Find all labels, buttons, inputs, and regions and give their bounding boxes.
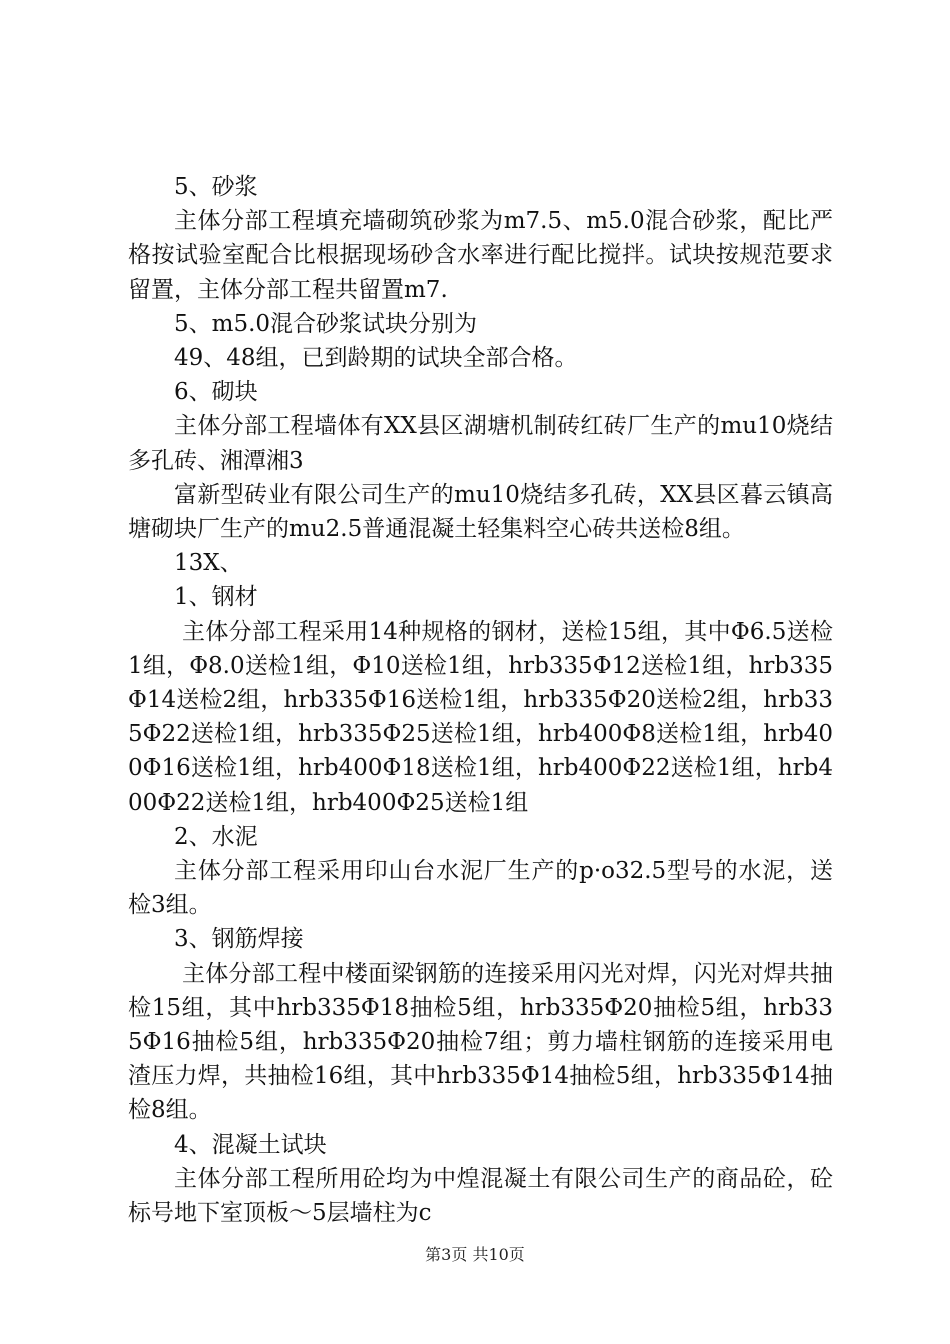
heading-steel: 1、钢材 (174, 584, 258, 611)
paragraph-block: 主体分部工程墙体有XX县区湖塘机制砖红砖厂生产的mu10烧结多孔砖、湘潭湘3 (128, 413, 833, 474)
page-number-footer: 第3页 共10页 (425, 1245, 525, 1264)
document-body (128, 170, 833, 1230)
paragraph-welding: 主体分部工程中楼面梁钢筋的连接采用闪光对焊，闪光对焊共抽检15组，其中hrb335Φ18抽检5组，hrb335Φ20抽检5组，hrb335Φ16抽检5组，hrb335Φ20抽检7组；剪力墙柱钢筋的连接采用电渣压力焊，共抽检16组，其中hrb335Φ14抽检5组，hrb335Φ14抽检8组。 (128, 960, 833, 1124)
paragraph-cement: 主体分部工程采用印山台水泥厂生产的p·o32.5型号的水泥，送检3组。 (128, 858, 833, 919)
heading-block: 6、砌块 (174, 379, 258, 406)
paragraph-concrete: 主体分部工程所用砼均为中煌混凝土有限公司生产的商品砼，砼标号地下室顶板～5层墙柱为c (128, 1165, 833, 1227)
paragraph-mortar: 主体分部工程填充墙砌筑砂浆为m7.5、m5.0混合砂浆，配比严格按试验室配合比根据现场砂含水率进行配比搅拌。试块按规范要求留置，主体分部工程共留置m7. (128, 208, 833, 303)
heading-mortar: 5、砂浆 (174, 174, 258, 200)
paragraph-mortar-result: 49、48组，已到龄期的试块全部合格。 (174, 345, 578, 372)
section-marker: 13X、 (174, 550, 243, 577)
heading-cement: 2、水泥 (174, 823, 258, 850)
paragraph-steel: 主体分部工程采用14种规格的钢材，送检15组，其中Φ6.5送检1组，Φ8.0送检1组，Φ10送检1组，hrb335Φ12送检1组，hrb335Φ14送检2组，hrb335Φ16送检1组，hrb335Φ20送检2组，hrb335Φ22送检1组，hrb335Φ25送检1组，hrb400Φ8送检1组，hrb400Φ16送检1组，hrb400Φ18送检1组，hrb400Φ22送检1组，hrb400Φ22送检1组，hrb400Φ25送检1组 (128, 618, 833, 816)
heading-concrete: 4、混凝土试块 (174, 1131, 327, 1158)
heading-welding: 3、钢筋焊接 (174, 926, 304, 953)
paragraph-block-continued: 富新型砖业有限公司生产的mu10烧结多孔砖，XX县区暮云镇高塘砌块厂生产的mu2.5普通混凝土轻集料空心砖共送检8组。 (128, 481, 833, 543)
paragraph-mortar-continued: 5、m5.0混合砂浆试块分别为 (174, 310, 478, 337)
